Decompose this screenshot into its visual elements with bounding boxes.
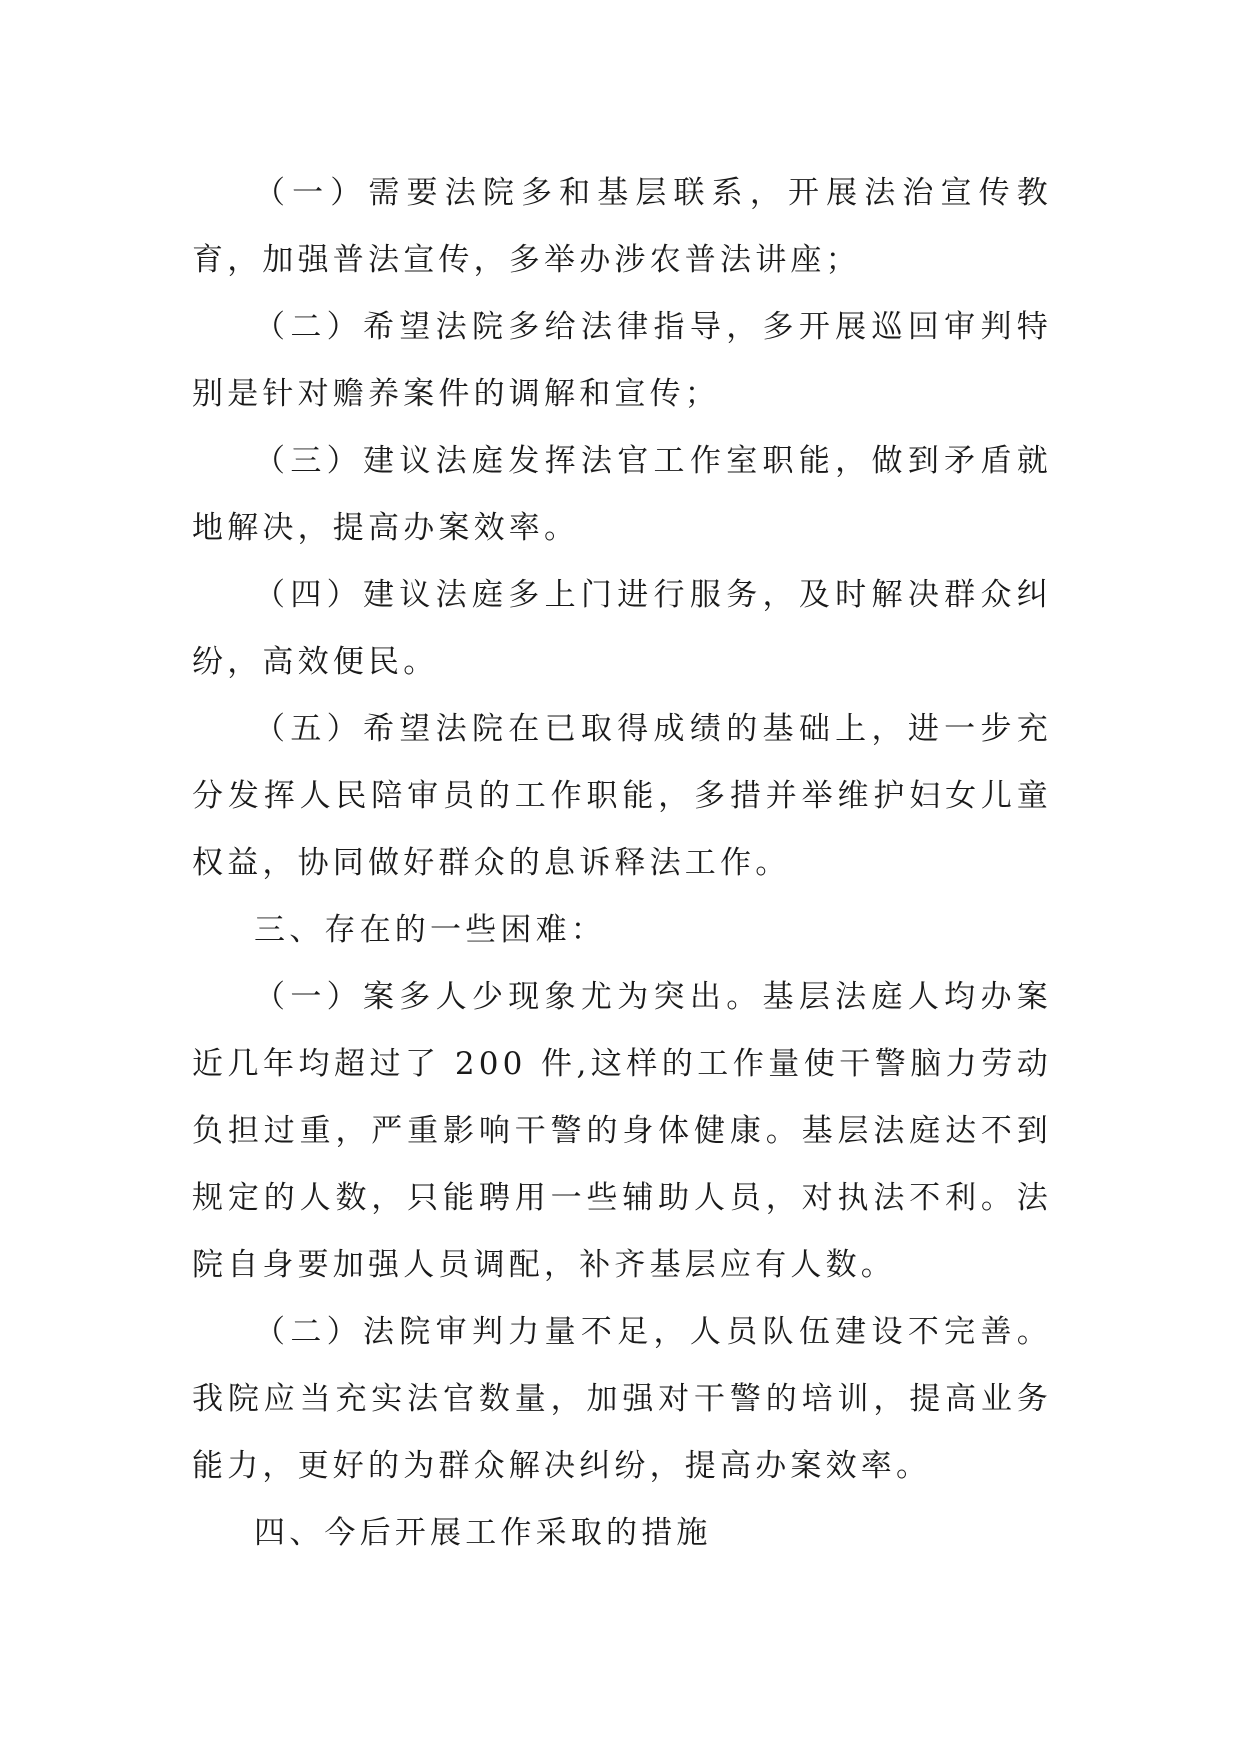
paragraph-suggestion-1: （一）需要法院多和基层联系，开展法治宣传教育，加强普法宣传，多举办涉农普法讲座； (192, 175, 1052, 278)
paragraph-suggestion-5: （五）希望法院在已取得成绩的基础上，进一步充分发挥人民陪审员的工作职能，多措并举维护妇女儿童权益，协同做好群众的息诉释法工作。 (192, 711, 1052, 881)
section-heading-measures: 四、今后开展工作采取的措施 (254, 1515, 712, 1551)
paragraph-difficulty-1: （一）案多人少现象尤为突出。基层法庭人均办案近几年均超过了 200 件,这样的工作量使干警脑力劳动负担过重，严重影响干警的身体健康。基层法庭达不到规定的人数，只能聘用一些辅助人员，对执法不利。法院自身要加强人员调配，补齐基层应有人数。 (192, 979, 1052, 1283)
paragraph-suggestion-2: （二）希望法院多给法律指导，多开展巡回审判特别是针对赡养案件的调解和宣传； (192, 309, 1052, 412)
paragraph-suggestion-3: （三）建议法庭发挥法官工作室职能，做到矛盾就地解决，提高办案效率。 (192, 443, 1052, 546)
paragraph-suggestion-4: （四）建议法庭多上门进行服务，及时解决群众纠纷，高效便民。 (192, 577, 1052, 680)
paragraph-difficulty-2: （二）法院审判力量不足，人员队伍建设不完善。我院应当充实法官数量，加强对干警的培训，提高业务能力，更好的为群众解决纠纷，提高办案效率。 (192, 1314, 1052, 1484)
section-heading-difficulties: 三、存在的一些困难： (254, 912, 606, 948)
document-body (192, 160, 1052, 1567)
